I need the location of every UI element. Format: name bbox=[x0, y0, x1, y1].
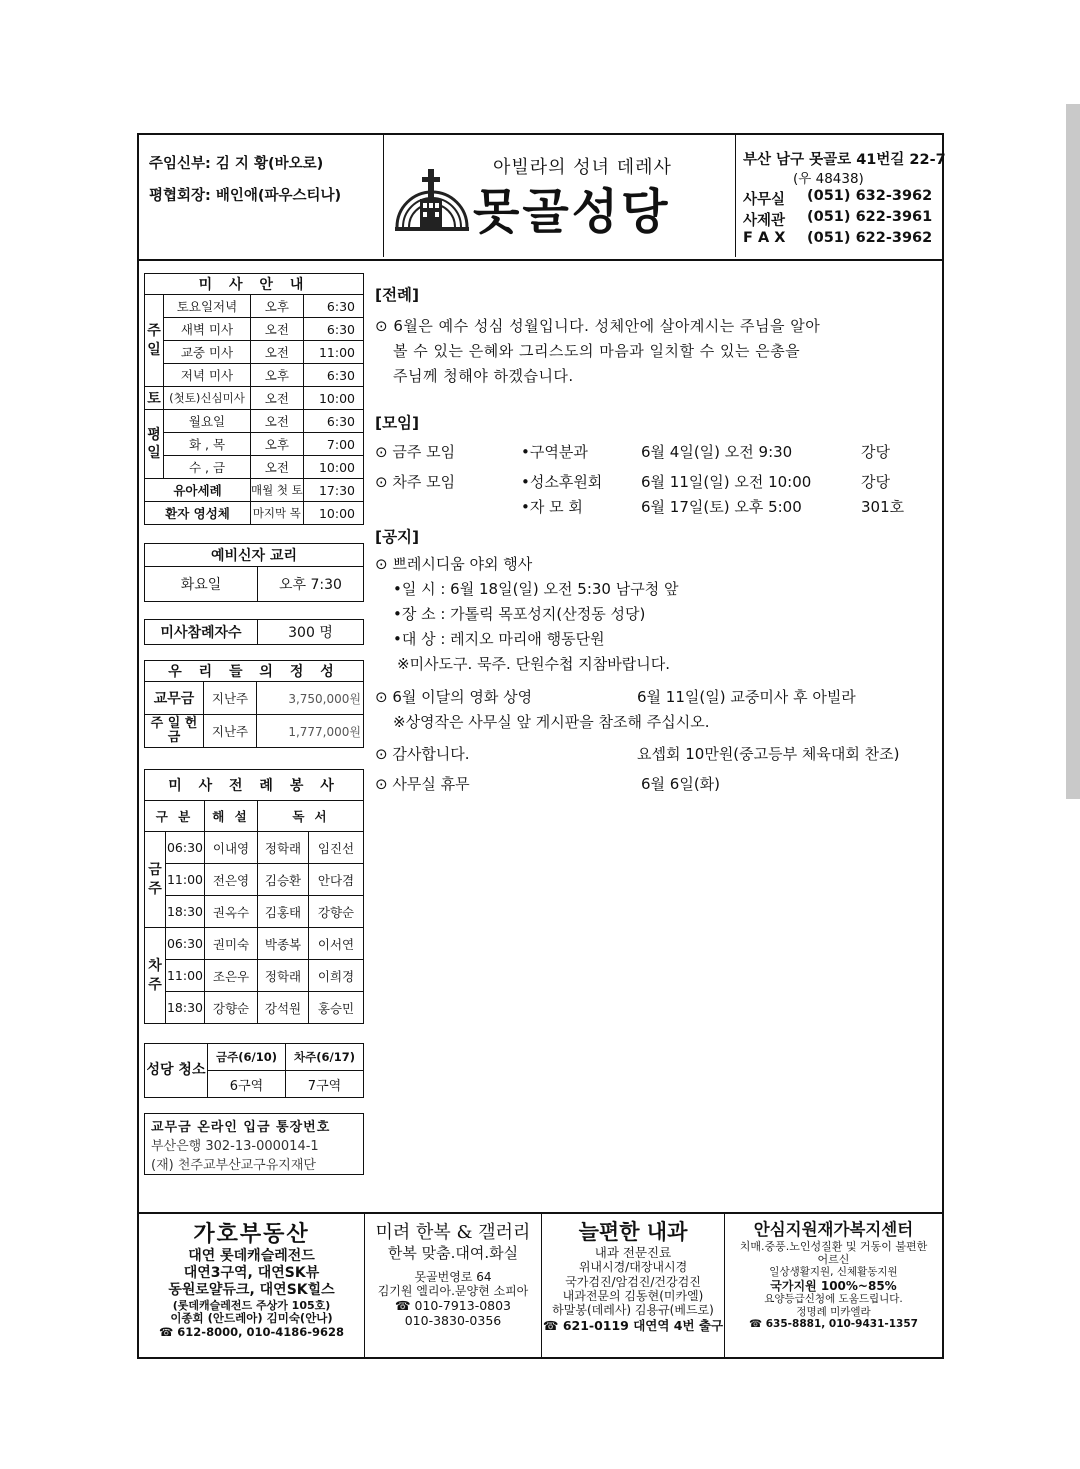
reader: 정학래 bbox=[258, 960, 309, 992]
mass-name: 교중 미사 bbox=[164, 341, 251, 364]
service-header-category: 구 분 bbox=[145, 801, 205, 832]
notices-heading: [공지] bbox=[375, 528, 420, 546]
rectory-label: 사제관 bbox=[743, 213, 786, 229]
catechumen-table bbox=[144, 543, 364, 602]
mass-time: 6:30 bbox=[303, 318, 363, 341]
bank-account-number: 부산은행 302-13-000014-1 bbox=[151, 1139, 319, 1154]
ad-line: 대연3구역, 대연SK뷰 bbox=[183, 1265, 320, 1282]
mass-time: 7:00 bbox=[303, 433, 363, 456]
parish-name: 못골성당 bbox=[473, 184, 671, 240]
bulletin-header bbox=[139, 135, 946, 261]
meeting-date: 6월 11일(일) 오전 10:00 bbox=[641, 473, 812, 491]
reader: 강향순 bbox=[309, 896, 364, 928]
sick-communion-time: 10:00 bbox=[303, 502, 363, 525]
ad-welfare-center bbox=[725, 1214, 942, 1359]
offering-amount: 1,777,000원 bbox=[257, 715, 364, 748]
mass-ampm: 오후 bbox=[251, 364, 304, 387]
service-time: 11:00 bbox=[166, 864, 205, 896]
ad-line: 요양등급신청에 도움드립니다. bbox=[764, 1293, 903, 1306]
ad-real-estate bbox=[139, 1214, 365, 1359]
sick-communion-when: 마지막 목 bbox=[251, 502, 304, 525]
mass-name: 토요일저녁 bbox=[164, 295, 251, 318]
ad-line: 김기원 엘리아.문양현 소피아 bbox=[377, 1283, 529, 1298]
service-table bbox=[144, 769, 364, 1024]
mass-name: (첫토)신심미사 bbox=[164, 387, 251, 410]
reader: 강석원 bbox=[258, 992, 309, 1024]
weekday-label: 평일 bbox=[145, 410, 164, 479]
mass-time: 6:30 bbox=[303, 410, 363, 433]
offerings-table bbox=[144, 660, 364, 748]
contact-info bbox=[735, 135, 946, 257]
postal-code: (우 48438) bbox=[793, 171, 864, 187]
mass-ampm: 오전 bbox=[251, 387, 304, 410]
service-time: 06:30 bbox=[166, 928, 205, 960]
infant-baptism-when: 매월 첫 토 bbox=[251, 479, 304, 502]
event-line: •장 소 : 가톨릭 목포성지(산정동 성당) bbox=[393, 605, 646, 623]
ad-line: 하말봉(데레사) 김용규(베드로) bbox=[552, 1303, 714, 1318]
commentator: 조은우 bbox=[205, 960, 258, 992]
reader: 정학래 bbox=[258, 832, 309, 864]
mass-ampm: 오전 bbox=[251, 410, 304, 433]
liturgy-line: 볼 수 있는 은혜와 그리스도의 마음과 일치할 수 있는 은총을 bbox=[393, 342, 801, 360]
office-closed-detail: 6월 6일(화) bbox=[641, 775, 721, 793]
mass-time: 10:00 bbox=[303, 456, 363, 479]
ad-line: 일상생활지원, 신체활동지원 bbox=[769, 1266, 898, 1279]
reader: 김승환 bbox=[258, 864, 309, 896]
mass-name: 월요일 bbox=[164, 410, 251, 433]
sick-communion-label: 환자 영성체 bbox=[145, 502, 251, 525]
mass-schedule-table bbox=[144, 273, 364, 525]
mass-name: 새벽 미사 bbox=[164, 318, 251, 341]
mass-time: 6:30 bbox=[303, 295, 363, 318]
ad-line: 못골번영로 64 bbox=[414, 1269, 492, 1284]
ad-title: 미려 한복 & 갤러리 bbox=[375, 1222, 531, 1243]
service-header-commentary: 해 설 bbox=[205, 801, 258, 832]
advertisement-footer bbox=[139, 1212, 942, 1359]
meeting-date: 6월 4일(일) 오전 9:30 bbox=[641, 443, 793, 461]
ad-title: 늘편한 내과 bbox=[578, 1220, 688, 1244]
commentator: 이내영 bbox=[205, 832, 258, 864]
event-note: ※미사도구. 묵주. 단원수첩 지참바랍니다. bbox=[397, 655, 671, 673]
service-time: 11:00 bbox=[166, 960, 205, 992]
mass-ampm: 오후 bbox=[251, 433, 304, 456]
commentator: 권미숙 bbox=[205, 928, 258, 960]
liturgy-heading: [전례] bbox=[375, 286, 420, 304]
ad-line: 국가지원 100%~85% bbox=[770, 1278, 897, 1293]
next-week-label: 차주 bbox=[145, 928, 166, 1024]
office-closed-title: ⊙ 사무실 휴무 bbox=[375, 775, 470, 793]
mass-ampm: 오후 bbox=[251, 295, 304, 318]
next-week-meeting-label: ⊙ 차주 모임 bbox=[375, 473, 456, 491]
mass-ampm: 오전 bbox=[251, 456, 304, 479]
ad-line: 정명례 미카엘라 bbox=[796, 1305, 871, 1318]
clergy-info bbox=[139, 135, 384, 257]
council-chair-name: 평협회장: 배인애(파우스티나) bbox=[149, 188, 342, 204]
service-time: 06:30 bbox=[166, 832, 205, 864]
ad-hanbok-gallery bbox=[365, 1214, 542, 1359]
reader: 김홍태 bbox=[258, 896, 309, 928]
ad-phone: ☎ 612-8000, 010-4186-9628 bbox=[158, 1324, 345, 1339]
infant-baptism-time: 17:30 bbox=[303, 479, 363, 502]
ad-line: 국가검진/암검진/건강검진 bbox=[565, 1274, 701, 1289]
commentator: 권옥수 bbox=[205, 896, 258, 928]
attendance-value: 300 명 bbox=[258, 620, 364, 645]
mass-time: 10:00 bbox=[303, 387, 363, 410]
office-phone: (051) 632-3962 bbox=[807, 188, 933, 204]
cleaning-this-value: 6구역 bbox=[208, 1071, 286, 1098]
ad-title: 가호부동산 bbox=[193, 1222, 310, 1247]
offering-label: 주 일 헌 금 bbox=[145, 715, 204, 748]
ad-line: 한복 맞춤.대여.화실 bbox=[387, 1243, 519, 1262]
vertical-scrollbar[interactable] bbox=[1066, 104, 1080, 799]
movie-note: ※상영작은 사무실 앞 게시판을 참조해 주십시오. bbox=[393, 713, 710, 731]
sunday-label: 주일 bbox=[145, 295, 164, 387]
cleaning-table bbox=[144, 1043, 364, 1098]
bank-account-box bbox=[144, 1113, 364, 1175]
movie-detail: 6월 11일(일) 교중미사 후 아빌라 bbox=[637, 688, 856, 706]
pastor-name: 주임신부: 김 지 황(바오로) bbox=[149, 156, 324, 172]
ad-title: 안심지원재가복지센터 bbox=[753, 1220, 914, 1239]
meeting-name: •구역분과 bbox=[521, 443, 588, 461]
movie-title: ⊙ 6월 이달의 영화 상영 bbox=[375, 688, 533, 706]
ad-clinic bbox=[542, 1214, 725, 1359]
office-label: 사무실 bbox=[743, 192, 786, 208]
cleaning-label: 성당 청소 bbox=[145, 1044, 208, 1098]
liturgy-line: ⊙ 6월은 예수 성심 성월입니다. 성체안에 살아계시는 주님을 알아 bbox=[375, 317, 821, 335]
ad-line: 대연 롯데캐슬레전드 bbox=[188, 1248, 315, 1265]
event-title: ⊙ 쁘레시디움 야외 행사 bbox=[375, 555, 533, 573]
parish-title-block bbox=[383, 135, 736, 257]
patron-saint: 아빌라의 성녀 데레사 bbox=[493, 157, 672, 178]
service-time: 18:30 bbox=[166, 992, 205, 1024]
saturday-label: 토 bbox=[145, 387, 164, 410]
meeting-place: 301호 bbox=[861, 498, 905, 516]
attendance-table bbox=[144, 619, 364, 645]
attendance-label: 미사참례자수 bbox=[145, 620, 258, 645]
rectory-phone: (051) 622-3961 bbox=[807, 209, 933, 225]
thanks-title: ⊙ 감사합니다. bbox=[375, 745, 470, 763]
address: 부산 남구 못골로 41번길 22-7 bbox=[743, 152, 946, 168]
bank-account-title: 교무금 온라인 입금 통장번호 bbox=[151, 1120, 331, 1135]
church-logo-icon bbox=[393, 165, 471, 235]
service-header-reading-2: 서 bbox=[309, 801, 364, 832]
mass-time: 6:30 bbox=[303, 364, 363, 387]
ad-phone: ☎ 621-0119 대연역 4번 출구 bbox=[542, 1317, 724, 1333]
mass-name: 수 , 금 bbox=[164, 456, 251, 479]
cleaning-this-header: 금주(6/10) bbox=[208, 1044, 286, 1071]
mass-schedule-title: 미 사 안 내 bbox=[145, 274, 364, 295]
reader: 이희경 bbox=[309, 960, 364, 992]
cleaning-next-header: 차주(6/17) bbox=[286, 1044, 364, 1071]
ad-line: 이종희 (안드레아) 김미숙(안나) bbox=[170, 1310, 333, 1325]
ad-phone: ☎ 635-8881, 010-9431-1357 bbox=[749, 1318, 918, 1331]
meeting-date: 6월 17일(토) 오후 5:00 bbox=[641, 498, 802, 516]
fax-phone: (051) 622-3962 bbox=[807, 230, 933, 246]
infant-baptism-label: 유아세례 bbox=[145, 479, 251, 502]
ad-line: 내과전문의 김동현(미카엘) bbox=[562, 1288, 704, 1303]
event-line: •일 시 : 6월 18일(일) 오전 5:30 남구청 앞 bbox=[393, 580, 679, 598]
ad-line: 위내시경/대장내시경 bbox=[578, 1260, 688, 1275]
catechumen-time: 오후 7:30 bbox=[258, 567, 364, 602]
offering-label: 교무금 bbox=[145, 682, 204, 715]
catechumen-day: 화요일 bbox=[145, 567, 258, 602]
ad-phone: ☎ 010-7913-0803 bbox=[394, 1298, 512, 1314]
ad-phone: 010-3830-0356 bbox=[404, 1313, 502, 1329]
reader: 이서연 bbox=[309, 928, 364, 960]
reader: 임진선 bbox=[309, 832, 364, 864]
mass-name: 화 , 목 bbox=[164, 433, 251, 456]
ad-line: 치매.중풍.노인성질환 및 거동이 불편한 bbox=[739, 1239, 928, 1253]
meeting-place: 강당 bbox=[861, 473, 890, 491]
service-header-reading-1: 독 bbox=[258, 801, 309, 832]
meeting-name: •자 모 회 bbox=[521, 498, 583, 516]
ad-line: 동원로얄듀크, 대연SK힐스 bbox=[168, 1281, 335, 1298]
mass-time: 11:00 bbox=[303, 341, 363, 364]
fax-label: F A X bbox=[743, 230, 786, 246]
meeting-place: 강당 bbox=[861, 443, 890, 461]
mass-name: 저녁 미사 bbox=[164, 364, 251, 387]
reader: 홍승민 bbox=[309, 992, 364, 1024]
mass-ampm: 오전 bbox=[251, 341, 304, 364]
cleaning-next-value: 7구역 bbox=[286, 1071, 364, 1098]
offering-period: 지난주 bbox=[204, 682, 257, 715]
bank-account-holder: (재) 천주교부산교구유지재단 bbox=[151, 1158, 316, 1173]
liturgy-line: 주님께 청해야 하겠습니다. bbox=[393, 367, 574, 385]
commentator: 전은영 bbox=[205, 864, 258, 896]
ad-line: 어르신 bbox=[817, 1252, 850, 1266]
ad-line: 내과 전문진료 bbox=[594, 1245, 672, 1261]
service-time: 18:30 bbox=[166, 896, 205, 928]
service-title: 미 사 전 례 봉 사 bbox=[145, 770, 364, 801]
offerings-title: 우 리 들 의 정 성 bbox=[145, 661, 364, 682]
reader: 안다겸 bbox=[309, 864, 364, 896]
offering-period: 지난주 bbox=[204, 715, 257, 748]
meeting-name: •성소후원회 bbox=[521, 473, 603, 491]
event-line: •대 상 : 레지오 마리애 행동단원 bbox=[393, 630, 605, 648]
this-week-label: 금주 bbox=[145, 832, 166, 928]
this-week-meeting-label: ⊙ 금주 모임 bbox=[375, 443, 456, 461]
mass-ampm: 오전 bbox=[251, 318, 304, 341]
catechumen-title: 예비신자 교리 bbox=[145, 544, 364, 567]
ad-line: (롯데캐슬레전드 주상가 105호) bbox=[172, 1298, 331, 1312]
commentator: 강향순 bbox=[205, 992, 258, 1024]
thanks-detail: 요셉회 10만원(중고등부 체육대회 찬조) bbox=[637, 745, 900, 763]
reader: 박종복 bbox=[258, 928, 309, 960]
bulletin-page bbox=[137, 133, 944, 1359]
offering-amount: 3,750,000원 bbox=[257, 682, 364, 715]
meetings-heading: [모임] bbox=[375, 414, 420, 432]
